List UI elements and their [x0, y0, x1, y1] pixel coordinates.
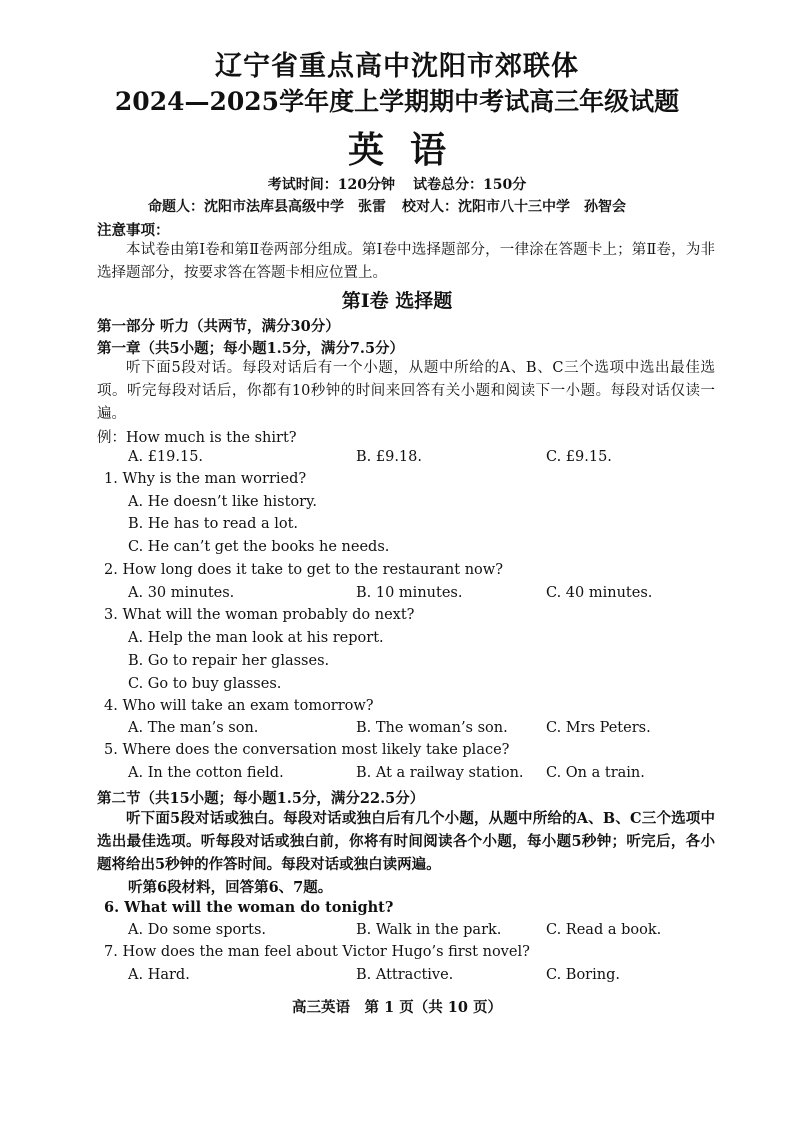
q2-option-c: C. 40 minutes.: [546, 585, 653, 601]
notice-text: 本试卷由第Ⅰ卷和第Ⅱ卷两部分组成。第Ⅰ卷中选择题部分，一律涂在答题卡上；第Ⅱ卷，为非选择题部分，按要求答在答题卡相应位置上。: [97, 242, 715, 281]
question-text: How long does it take to get to the restaurant now?: [122, 562, 503, 578]
q1-option-c: C. He can’t get the books he needs.: [128, 539, 390, 555]
question-number: 2.: [104, 562, 118, 578]
question-3: [104, 607, 414, 623]
subject-title: 英语: [347, 129, 472, 171]
question-5: [104, 742, 509, 758]
page-footer: 高三英语 第 1 页（共 10 页）: [292, 999, 502, 1016]
question-text: How does the man feel about Victor Hugo’s first novel?: [122, 944, 530, 960]
question-text: What will the woman do tonight?: [124, 899, 394, 916]
total-score: 试卷总分：150分: [413, 177, 527, 193]
section1-instructions: 听下面5段对话。每段对话后有一个小题，从题中所给的A、B、C三个选项中选出最佳选项。听完每段对话后，你都有10秒钟的时间来回答有关小题和阅读下一小题。每段对话仅读一遍。: [97, 360, 715, 422]
section1-title: 第一章（共5小题；每小题1.5分，满分7.5分）: [97, 340, 405, 357]
notice-label: 注意事项：: [97, 222, 170, 239]
example-option-a: A. £19.15.: [128, 449, 204, 465]
q3-option-a: A. Help the man look at his report.: [128, 630, 384, 646]
question-6: [104, 899, 393, 916]
q7-option-b: B. Attractive.: [356, 967, 454, 983]
q5-option-b: B. At a railway station.: [356, 765, 524, 781]
question-1: [104, 471, 306, 487]
section2-instructions: 听下面5段对话或独白。每段对话或独白后有几个小题，从题中所给的A、B、C三个选项中选出最佳选项。听每段对话或独白前，你将有时间阅读各个小题，每小题5秒钟；听完后，各小题将给出5秒钟的作答时间。每段对话或独白读两遍。: [97, 810, 715, 873]
q5-option-c: C. On a train.: [546, 765, 645, 781]
question-7: [104, 944, 530, 960]
part1-title: 第一部分 听力（共两节，满分30分）: [97, 318, 340, 335]
q5-option-a: A. In the cotton field.: [128, 765, 284, 781]
exam-title-line1: 辽宁省重点高中沈阳市郊联体: [215, 51, 579, 82]
q6-option-b: B. Walk in the park.: [356, 922, 502, 938]
q1-option-a: A. He doesn’t like history.: [128, 494, 317, 510]
example-option-c: C. £9.15.: [546, 449, 612, 465]
example-stem: 例：How much is the shirt?: [97, 430, 297, 446]
question-number: 6.: [104, 899, 120, 916]
question-number: 1.: [104, 471, 118, 487]
q7-option-a: A. Hard.: [128, 967, 190, 983]
exam-title-line2: 2024—2025学年度上学期期中考试高三年级试题: [114, 87, 680, 116]
example-option-b: B. £9.18.: [356, 449, 422, 465]
setter: 命题人：沈阳市法库县高级中学 张雷: [148, 199, 386, 215]
q4-option-c: C. Mrs Peters.: [546, 720, 651, 736]
q1-option-b: B. He has to read a lot.: [128, 516, 299, 532]
q4-option-a: A. The man’s son.: [128, 720, 259, 736]
question-text: Why is the man worried?: [122, 471, 307, 487]
exam-time-info: [0, 174, 794, 194]
question-text: Where does the conversation most likely take place?: [122, 742, 510, 758]
q2-option-a: A. 30 minutes.: [128, 585, 235, 601]
section2-title: 第二节（共15小题；每小题1.5分，满分22.5分）: [97, 790, 425, 807]
question-4: [104, 698, 374, 714]
material6-note: 听第6段材料，回答第6、7题。: [128, 879, 333, 896]
question-text: What will the woman probably do next?: [122, 607, 415, 623]
exam-time: 考试时间：120分钟: [267, 177, 395, 193]
checker: 校对人：沈阳市八十三中学 孙智会: [402, 199, 626, 215]
question-number: 5.: [104, 742, 118, 758]
question-number: 4.: [104, 698, 118, 714]
question-number: 7.: [104, 944, 118, 960]
staff-info: [148, 196, 626, 216]
q6-option-a: A. Do some sports.: [128, 922, 267, 938]
q4-option-b: B. The woman’s son.: [356, 720, 508, 736]
q3-option-b: B. Go to repair her glasses.: [128, 653, 330, 669]
q6-option-c: C. Read a book.: [546, 922, 662, 938]
question-2: [104, 562, 503, 578]
q7-option-c: C. Boring.: [546, 967, 620, 983]
q3-option-c: C. Go to buy glasses.: [128, 676, 282, 692]
q2-option-b: B. 10 minutes.: [356, 585, 463, 601]
volume-title: 第Ⅰ卷 选择题: [341, 290, 453, 312]
question-text: Who will take an exam tomorrow?: [122, 698, 374, 714]
question-number: 3.: [104, 607, 118, 623]
